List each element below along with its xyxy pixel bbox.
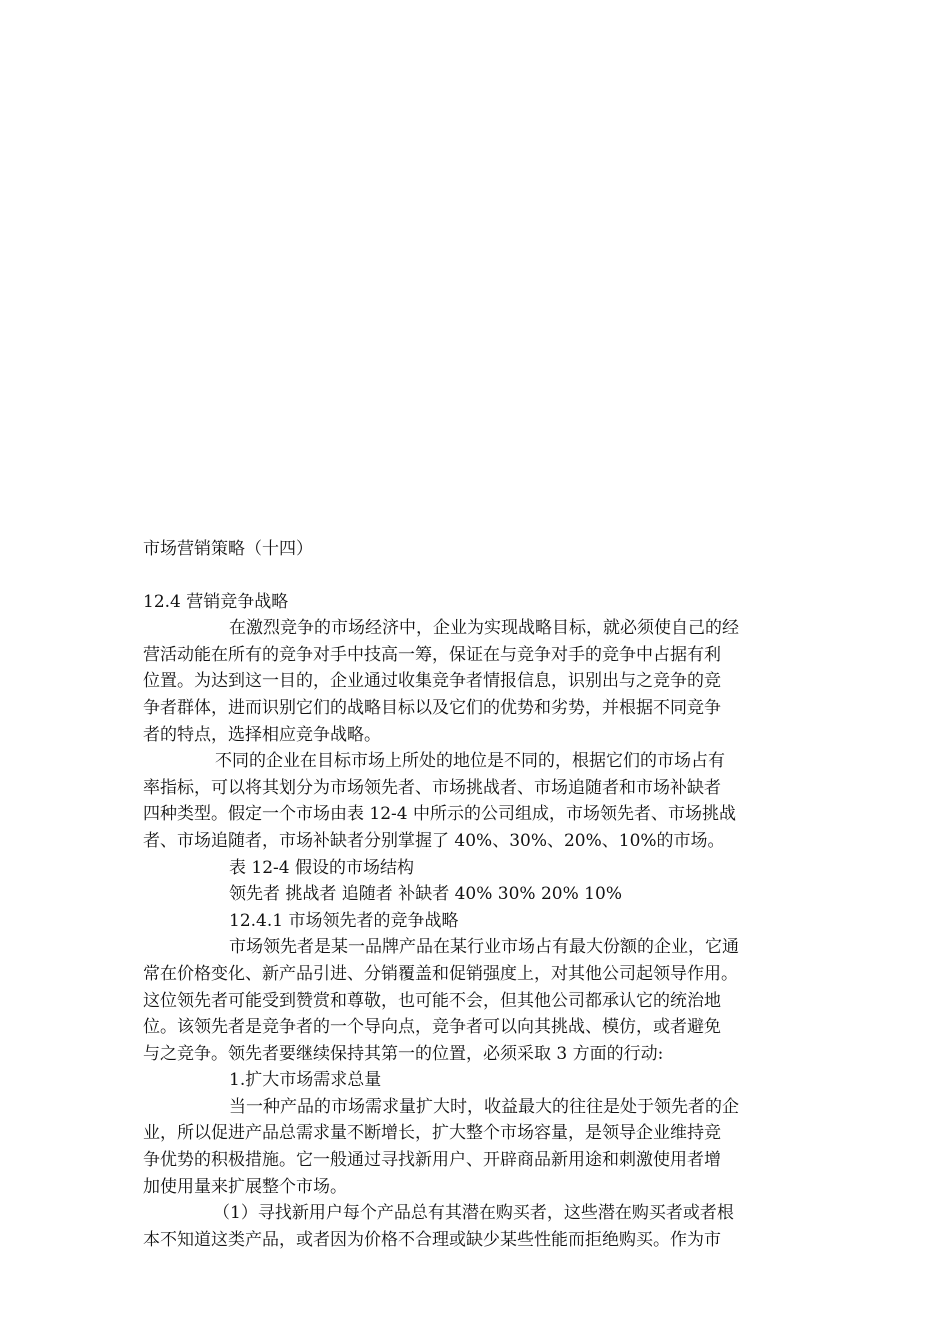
paragraph-line: 争优势的积极措施。它一般通过寻找新用户、开辟商品新用途和刺激使用者增 (143, 1150, 721, 1171)
paragraph-line: 与之竞争。领先者要继续保持其第一的位置，必须采取 3 方面的行动: (143, 1043, 664, 1064)
paragraph-line: 常在价格变化、新产品引进、分销覆盖和促销强度上，对其他公司起领导作用。 (143, 963, 738, 984)
paragraph-line: 率指标，可以将其划分为市场领先者、市场挑战者、市场追随者和市场补缺者 (143, 777, 721, 798)
paragraph-leader-definition (143, 934, 807, 1067)
paragraph-line: 争者群体，进而识别它们的战略目标以及它们的优势和劣势，并根据不同竞争 (143, 697, 721, 718)
paragraph-line: 加使用量来扩展整个市场。 (143, 1176, 347, 1197)
paragraph-line: 不同的企业在目标市场上所处的地位是不同的，根据它们的市场占有 (215, 751, 725, 772)
paragraph-line: 位。该领先者是竞争者的一个导向点，竞争者可以向其挑战、模仿，或者避免 (143, 1017, 721, 1038)
paragraph-line: 营活动能在所有的竞争对手中技高一筹，保证在与竞争对手的竞争中占据有利 (143, 644, 721, 665)
paragraph-competition-intro (143, 615, 807, 748)
paragraph-line: 市场领先者是某一品牌产品在某行业市场占有最大份额的企业，它通 (229, 937, 739, 958)
paragraph-market-positions (143, 748, 807, 854)
paragraph-line: 四种类型。假定一个市场由表 12-4 中所示的公司组成，市场领先者、市场挑战 (143, 804, 736, 825)
document-title: 市场营销策略（十四） (143, 539, 313, 559)
paragraph-line: 本不知道这类产品，或者因为价格不合理或缺少某些性能而拒绝购买。作为市 (143, 1229, 721, 1250)
subsection-heading: 12.4.1 市场领先者的竞争战略 (229, 910, 459, 931)
section-heading: 12.4 营销竞争战略 (143, 591, 289, 612)
item-heading: 1.扩大市场需求总量 (229, 1070, 382, 1091)
paragraph-line: 位置。为达到这一目的，企业通过收集竞争者情报信息，识别出与之竞争的竞 (143, 671, 721, 692)
paragraph-new-users (143, 1200, 807, 1253)
paragraph-line: 者、市场追随者，市场补缺者分别掌握了 40%、30%、20%、10%的市场。 (143, 830, 725, 851)
paragraph-line: 者的特点，选择相应竞争战略。 (143, 724, 381, 745)
paragraph-line: 在激烈竞争的市场经济中，企业为实现战略目标，就必须使自己的经 (229, 618, 739, 639)
paragraph-expand-demand (143, 1094, 807, 1200)
table-caption: 表 12-4 假设的市场结构 (229, 857, 414, 878)
paragraph-line: （1）寻找新用户每个产品总有其潜在购买者，这些潜在购买者或者根 (213, 1203, 734, 1224)
table-row: 领先者 挑战者 追随者 补缺者 40% 30% 20% 10% (229, 884, 622, 905)
document-body (143, 536, 807, 1253)
paragraph-line: 业，所以促进产品总需求量不断增长，扩大整个市场容量，是领导企业维持竞 (143, 1123, 721, 1144)
paragraph-line: 这位领先者可能受到赞赏和尊敬，也可能不会，但其他公司都承认它的统治地 (143, 990, 721, 1011)
paragraph-line: 当一种产品的市场需求量扩大时，收益最大的往往是处于领先者的企 (229, 1096, 739, 1117)
